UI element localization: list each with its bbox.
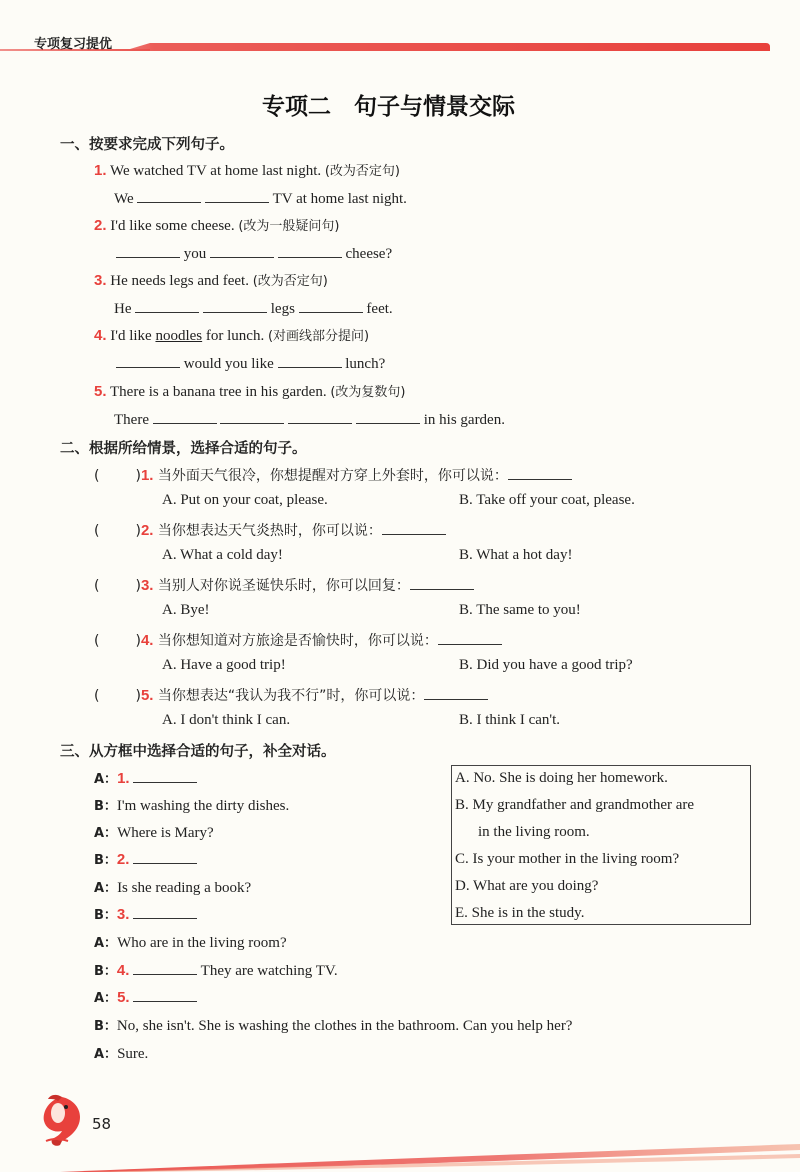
dialogue-text: Sure.: [117, 1046, 149, 1062]
answer-blank[interactable]: [508, 465, 572, 480]
dialogue-line-8: [94, 960, 338, 980]
answer-blank[interactable]: [133, 904, 197, 919]
answer-blank[interactable]: [299, 298, 363, 313]
dialogue-line-6: [94, 904, 197, 924]
speaker-label: B：: [94, 853, 117, 868]
page-title: 专项二 句子与情景交际: [262, 94, 515, 120]
footer-swoosh: [0, 1102, 800, 1172]
s1-item2-instruction: (改为一般疑问句): [238, 219, 340, 234]
answer-blank[interactable]: [116, 353, 180, 368]
s1-item4-instruction: (对画线部分提问): [267, 329, 370, 344]
answer-paren-close[interactable]: ): [135, 578, 141, 594]
option-e: E. She is in the study.: [455, 905, 585, 921]
s2-item4-number: 4.: [140, 632, 154, 649]
s1-item5-answer-post: in his garden.: [423, 412, 505, 428]
s1-item1: [94, 160, 400, 180]
s2-item4-option-a[interactable]: A. Have a good trip!: [162, 657, 286, 673]
s1-item3-number: 3.: [94, 272, 107, 289]
answer-blank[interactable]: [424, 685, 488, 700]
answer-paren-close[interactable]: ): [135, 468, 141, 484]
s2-item2-number: 2.: [140, 522, 154, 539]
s2-item5-question: [94, 685, 488, 705]
answer-blank[interactable]: [288, 409, 352, 424]
s1-item4-answer: [116, 353, 385, 373]
page-number: 58: [92, 1115, 112, 1133]
answer-paren-close[interactable]: ): [135, 688, 141, 704]
s1-item3: [94, 270, 328, 290]
speaker-label: A：: [94, 826, 118, 841]
s2-item1-question: [94, 465, 572, 485]
s2-item3-number: 3.: [140, 577, 154, 594]
s1-item3-answer-pre: He: [114, 301, 132, 317]
dialogue-line-5: [94, 877, 251, 897]
s2-item2-question: [94, 520, 446, 540]
section1-heading: 一、按要求完成下列句子。: [60, 137, 234, 153]
speaker-label: A：: [94, 1047, 118, 1062]
s1-item4-answer-post: lunch?: [345, 356, 386, 372]
s2-item3-option-b[interactable]: B. The same to you!: [459, 602, 581, 618]
answer-blank[interactable]: [210, 243, 274, 258]
answer-paren-open: (: [94, 578, 100, 594]
s1-item5-answer-pre: There: [114, 412, 149, 428]
s1-item4-underlined: noodles: [155, 328, 203, 344]
dialogue-number: 4.: [116, 962, 130, 979]
speaker-label: B：: [94, 964, 117, 979]
s1-item3-answer: [114, 298, 393, 318]
s2-item4-option-b[interactable]: B. Did you have a good trip?: [459, 657, 633, 673]
answer-paren-close[interactable]: ): [135, 523, 141, 539]
answer-blank[interactable]: [220, 409, 284, 424]
option-a: A. No. She is doing her homework.: [455, 770, 668, 786]
answer-blank[interactable]: [410, 575, 474, 590]
s1-item5-number: 5.: [94, 383, 107, 400]
s2-item5-option-b[interactable]: B. I think I can't.: [459, 712, 561, 728]
s2-item3-question: [94, 575, 474, 595]
dialogue-text: I'm washing the dirty dishes.: [116, 798, 290, 814]
s1-item4: [94, 325, 369, 345]
s1-item4-sentence-pre: I'd like: [110, 328, 152, 344]
dialogue-line-11: [94, 1043, 148, 1063]
speaker-label: B：: [94, 799, 117, 814]
answer-blank[interactable]: [116, 243, 180, 258]
s2-item4-prompt: 当你想知道对方旅途是否愉快时，你可以说：: [157, 633, 438, 649]
s1-item4-answer-mid: would you like: [183, 356, 274, 372]
s2-item1-number: 1.: [140, 467, 154, 484]
dialogue-number: 2.: [116, 851, 130, 868]
dialogue-line-3: [94, 822, 214, 842]
answer-blank[interactable]: [133, 768, 197, 783]
s1-item2-sentence: I'd like some cheese.: [110, 218, 235, 234]
s2-item1-option-a[interactable]: A. Put on your coat, please.: [162, 492, 328, 508]
s1-item1-answer: [114, 188, 407, 208]
answer-blank[interactable]: [382, 520, 446, 535]
s1-item1-instruction: (改为否定句): [324, 164, 401, 179]
section2-heading: 二、根据所给情景，选择合适的句子。: [60, 441, 307, 457]
dialogue-number: 5.: [117, 989, 130, 1006]
dialogue-line-4: [94, 849, 197, 869]
s1-item4-number: 4.: [94, 327, 107, 344]
s2-item5-number: 5.: [140, 687, 154, 704]
answer-blank[interactable]: [205, 188, 269, 203]
speaker-label: A：: [94, 881, 118, 896]
s1-item1-answer-post: TV at home last night.: [272, 191, 407, 207]
answer-blank[interactable]: [438, 630, 502, 645]
answer-blank[interactable]: [135, 298, 199, 313]
answer-paren-open: (: [94, 688, 100, 704]
answer-paren-open: (: [94, 633, 100, 649]
header-label: 专项复习提优: [34, 37, 113, 52]
s1-item5: [94, 381, 405, 401]
s1-item1-answer-pre: We: [114, 191, 134, 207]
answer-blank[interactable]: [133, 849, 197, 864]
s1-item3-instruction: (改为否定句): [252, 274, 328, 289]
answer-paren-open: (: [94, 523, 100, 539]
s1-item4-sentence-post: for lunch.: [205, 328, 265, 344]
answer-blank[interactable]: [278, 353, 342, 368]
option-d: D. What are you doing?: [455, 878, 599, 894]
s1-item2-answer-post: cheese?: [345, 246, 393, 262]
option-c: C. Is your mother in the living room?: [455, 851, 680, 867]
s1-item2: [94, 215, 340, 235]
answer-paren-open: (: [94, 468, 100, 484]
dialogue-line-2: [94, 795, 289, 815]
answer-blank[interactable]: [153, 409, 217, 424]
s1-item3-sentence: He needs legs and feet.: [110, 273, 249, 289]
dialogue-line-1: [94, 768, 197, 788]
s1-item2-number: 2.: [94, 217, 107, 234]
s1-item5-instruction: (改为复数句): [330, 385, 406, 400]
s1-item5-answer: [114, 409, 505, 429]
s2-item2-option-a[interactable]: A. What a cold day!: [162, 547, 283, 563]
header-bar: [0, 42, 770, 52]
s2-item1-prompt: 当外面天气很冷，你想提醒对方穿上外套时，你可以说：: [157, 468, 508, 484]
s2-item1-option-b[interactable]: B. Take off your coat, please.: [459, 492, 635, 508]
s2-item3-option-a[interactable]: A. Bye!: [162, 602, 210, 618]
s1-item5-sentence: There is a banana tree in his garden.: [110, 384, 327, 400]
s1-item2-answer: [116, 243, 392, 263]
answer-blank[interactable]: [356, 409, 420, 424]
option-b-continued: in the living room.: [478, 824, 590, 840]
s2-item2-option-b[interactable]: B. What a hot day!: [459, 547, 573, 563]
dialogue-line-7: [94, 932, 287, 952]
dialogue-number: 1.: [117, 770, 130, 787]
s2-item5-option-a[interactable]: A. I don't think I can.: [162, 712, 291, 728]
dialogue-number: 3.: [116, 906, 130, 923]
s1-item1-number: 1.: [94, 162, 107, 179]
s2-item4-question: [94, 630, 502, 650]
dialogue-line-10: [94, 1015, 572, 1035]
dialogue-text: Where is Mary?: [117, 825, 214, 841]
s1-item3-answer-post: feet.: [366, 301, 393, 317]
speaker-label: A：: [94, 936, 118, 951]
s2-item3-prompt: 当别人对你说圣诞快乐时，你可以回复：: [157, 578, 410, 594]
dialogue-text: They are watching TV.: [200, 963, 338, 979]
answer-paren-close[interactable]: ): [135, 633, 141, 649]
speaker-label: A：: [94, 991, 118, 1006]
dialogue-text: Is she reading a book?: [117, 880, 252, 896]
answer-blank[interactable]: [133, 987, 197, 1002]
s1-item1-sentence: We watched TV at home last night.: [110, 163, 322, 179]
s2-item2-prompt: 当你想表达天气炎热时，你可以说：: [157, 523, 382, 539]
options-box: [451, 765, 751, 925]
answer-blank[interactable]: [278, 243, 342, 258]
speaker-label: A：: [94, 772, 118, 787]
s1-item2-answer-mid: you: [183, 246, 207, 262]
dialogue-text: No, she isn't. She is washing the clothes in the bathroom. Can you help her?: [116, 1018, 573, 1034]
dialogue-text: Who are in the living room?: [117, 935, 287, 951]
speaker-label: B：: [94, 908, 117, 923]
speaker-label: B：: [94, 1019, 117, 1034]
dolphin-icon: [36, 1093, 90, 1149]
answer-blank[interactable]: [137, 188, 201, 203]
answer-blank[interactable]: [133, 960, 197, 975]
option-b: B. My grandfather and grandmother are: [455, 797, 695, 813]
section3-heading: 三、从方框中选择合适的句子，补全对话。: [60, 744, 336, 760]
dialogue-line-9: [94, 987, 197, 1007]
answer-blank[interactable]: [203, 298, 267, 313]
s1-item3-answer-mid: legs: [270, 301, 295, 317]
s2-item5-prompt: 当你想表达“我认为我不行”时，你可以说：: [157, 688, 425, 704]
